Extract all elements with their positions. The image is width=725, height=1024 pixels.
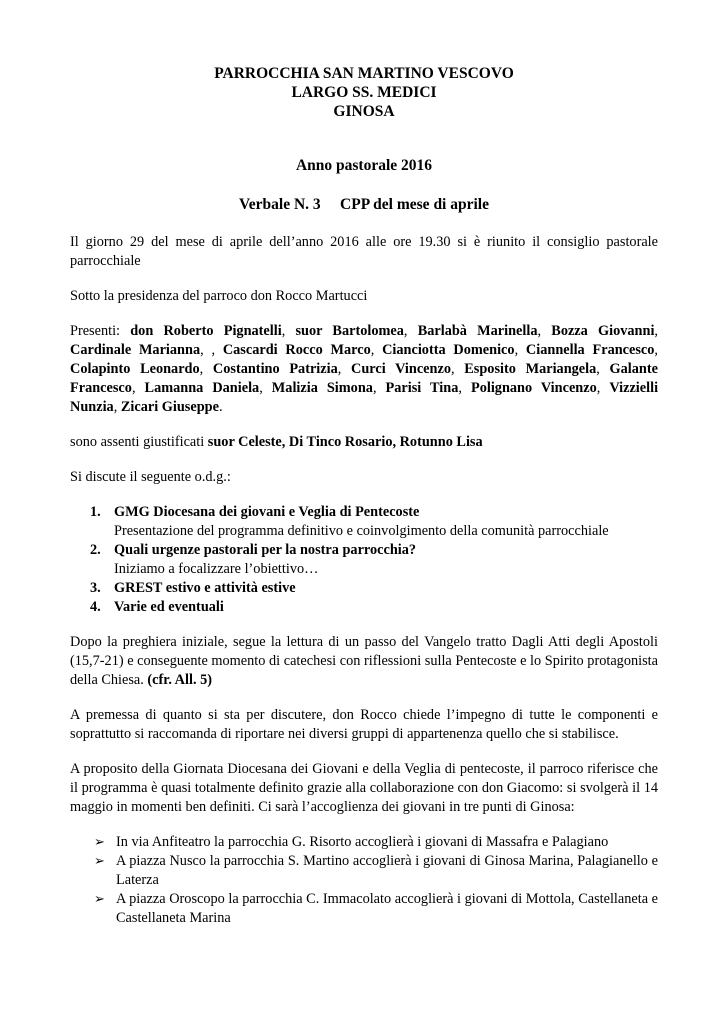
- document-title: Verbale N. 3 CPP del mese di aprile: [239, 196, 489, 213]
- attendee-name: Vizzielli Nunzia: [70, 380, 659, 415]
- agenda-item: [90, 503, 658, 541]
- agenda-list: [70, 503, 658, 617]
- agenda-item: [90, 579, 658, 598]
- attendee-name: Cianciotta Domenico: [382, 342, 515, 358]
- welcome-point-text: In via Anfiteatro la parrocchia G. Risorto accoglierà i giovani di Massafra e Palagiano: [116, 834, 609, 850]
- attendee-separator: ,: [372, 380, 386, 396]
- attendee-separator: ,: [596, 361, 610, 377]
- attendee-name: Lamanna Daniela: [144, 380, 260, 396]
- attendee-name: Cascardi Rocco Marco: [222, 342, 371, 358]
- agenda-item-number: 1.: [90, 504, 101, 520]
- agenda-item-detail: Presentazione del programma definitivo e coinvolgimento della comunità parrocchiale: [114, 523, 609, 539]
- welcome-points-list: [70, 833, 658, 928]
- attendee-separator: ,: [596, 380, 610, 396]
- attendee-separator: .: [218, 399, 223, 415]
- attendee-name: Curci Vincenzo: [351, 361, 451, 377]
- attendee-name: Esposito Mariangela: [464, 361, 597, 377]
- attendee-name: Colapinto Leonardo: [70, 361, 200, 377]
- welcome-point: [94, 833, 658, 852]
- arrow-bullet-icon: ➢: [94, 892, 105, 907]
- agenda-item-title: Varie ed eventuali: [114, 599, 224, 615]
- arrow-bullet-icon: ➢: [94, 854, 105, 869]
- welcome-point-text: A piazza Nusco la parrocchia S. Martino accoglierà i giovani di Ginosa Marina, Palagianello e Laterza: [116, 853, 658, 888]
- attendee-separator: ,: [113, 399, 121, 415]
- attendees-paragraph: [70, 322, 658, 417]
- attendee-name: don Roberto Pignatelli: [130, 323, 282, 339]
- prayer-text: Dopo la preghiera iniziale, segue la lettura di un passo del Vangelo tratto Dagli Atti degli Apostoli (15,7-21) e conseguente momento di catechesi con riflessioni sulla Pentecoste e lo Spirito protagonista della Chiesa.: [70, 634, 658, 688]
- attendee-name: Malizia Simona: [271, 380, 373, 396]
- attendee-name: Costantino Patrizia: [212, 361, 338, 377]
- document-page: [70, 64, 658, 928]
- agenda-item-detail: Iniziamo a focalizzare l’obiettivo…: [114, 561, 319, 577]
- attendee-separator: ,: [450, 361, 465, 377]
- premise-paragraph: A premessa di quanto si sta per discutere, don Rocco chiede l’impegno di tutte le componenti e soprattutto si raccomanda di riportare nei diversi gruppi di appartenenza quello che si stabilisce.: [70, 707, 658, 742]
- agenda-item: [90, 598, 658, 617]
- attendee-separator: ,: [199, 361, 213, 377]
- attendee-separator: , ,: [200, 342, 223, 358]
- prayer-reference: (cfr. All. 5): [147, 672, 213, 688]
- parish-name: PARROCCHIA SAN MARTINO VESCOVO: [214, 65, 514, 82]
- attendee-name: Galante Francesco: [70, 361, 658, 396]
- attendee-name: Bozza Giovanni: [551, 323, 655, 339]
- youth-day-paragraph: A proposito della Giornata Diocesana dei Giovani e della Veglia di pentecoste, il parroco riferisce che il programma è quasi totalmente definito grazie alla collaborazione con don Giacomo: si svolgerà il 14 maggio in momenti ben definiti. Ci sarà l’accoglienza dei giovani in tre punti di Ginosa:: [70, 761, 658, 815]
- welcome-point: [94, 852, 658, 890]
- attendee-name: Parisi Tina: [385, 380, 459, 396]
- agenda-item-title: Quali urgenze pastorali per la nostra parrocchia?: [114, 542, 417, 558]
- pastoral-year: Anno pastorale 2016: [295, 157, 433, 174]
- agenda-intro: Si discute il seguente o.d.g.:: [70, 469, 231, 485]
- agenda-item-title: GREST estivo e attività estive: [114, 580, 296, 596]
- absentees-paragraph: [70, 433, 658, 452]
- attendee-separator: ,: [514, 342, 526, 358]
- attendee-name: suor Bartolomea: [295, 323, 404, 339]
- agenda-item-number: 2.: [90, 542, 101, 558]
- attendee-separator: ,: [654, 342, 658, 358]
- attendee-separator: ,: [259, 380, 272, 396]
- agenda-item-number: 4.: [90, 599, 101, 615]
- attendee-name: Polignano Vincenzo: [470, 380, 597, 396]
- attendee-separator: ,: [370, 342, 383, 358]
- attendees-label: Presenti:: [70, 323, 131, 339]
- intro-paragraph: Il giorno 29 del mese di aprile dell’anno 2016 alle ore 19.30 si è riunito il consiglio pastorale parrocchiale: [70, 234, 658, 269]
- attendee-name: Barlabà Marinella: [417, 323, 538, 339]
- attendee-separator: ,: [131, 380, 145, 396]
- attendee-name: Zicari Giuseppe: [120, 399, 219, 415]
- agenda-item: [90, 541, 658, 579]
- welcome-point-text: A piazza Oroscopo la parrocchia C. Immacolato accoglierà i giovani di Mottola, Castellaneta e Castellaneta Marina: [116, 891, 658, 926]
- attendee-separator: ,: [458, 380, 471, 396]
- absentees-label: sono assenti giustificati: [70, 434, 208, 450]
- prayer-paragraph: [70, 633, 658, 690]
- attendee-separator: ,: [403, 323, 418, 339]
- attendee-separator: ,: [654, 323, 658, 339]
- agenda-item-number: 3.: [90, 580, 101, 596]
- attendee-separator: ,: [337, 361, 352, 377]
- attendee-separator: ,: [281, 323, 296, 339]
- attendee-name: Cardinale Marianna: [70, 342, 201, 358]
- presidency-paragraph: Sotto la presidenza del parroco don Rocco Martucci: [70, 288, 368, 304]
- agenda-item-title: GMG Diocesana dei giovani e Veglia di Pentecoste: [114, 504, 420, 520]
- parish-address: LARGO SS. MEDICI: [291, 84, 437, 101]
- parish-town: GINOSA: [333, 103, 395, 120]
- welcome-point: [94, 890, 658, 928]
- attendee-name: Ciannella Francesco: [525, 342, 655, 358]
- arrow-bullet-icon: ➢: [94, 835, 105, 850]
- attendee-separator: ,: [537, 323, 552, 339]
- absentees-names: suor Celeste, Di Tinco Rosario, Rotunno Lisa: [207, 434, 483, 450]
